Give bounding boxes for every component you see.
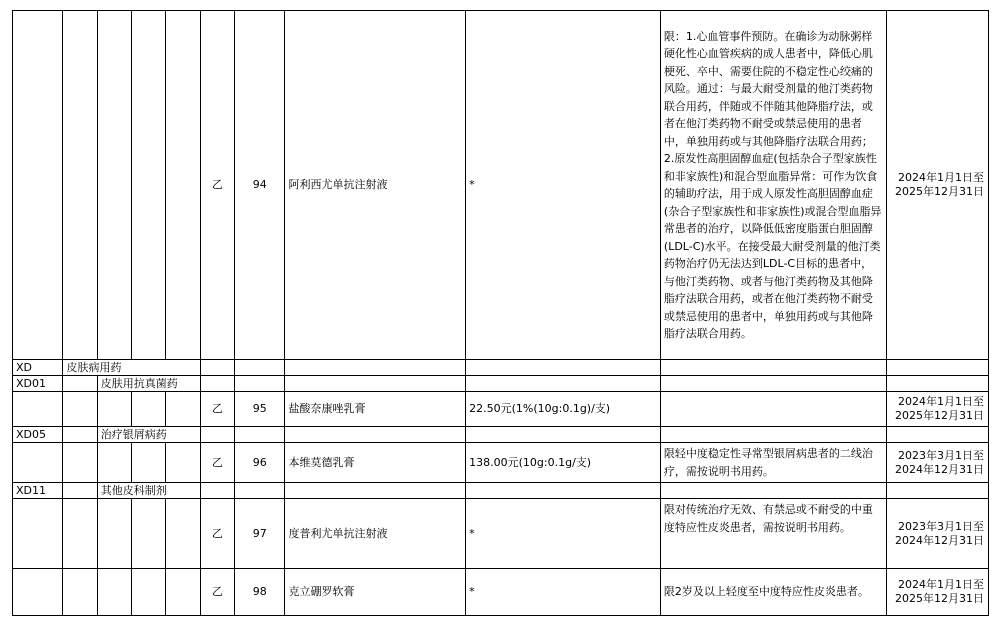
drug-name-cell: 度普利尤单抗注射液 bbox=[285, 499, 466, 569]
validity-cell bbox=[886, 392, 988, 427]
validity-start: 2024年1月1日至 bbox=[898, 395, 984, 408]
empty-cell bbox=[132, 569, 166, 616]
empty-cell bbox=[886, 483, 988, 499]
number-cell: 94 bbox=[235, 11, 285, 360]
price-cell: * bbox=[466, 569, 661, 616]
subcategory-code: XD01 bbox=[13, 376, 63, 392]
validity-end: 2025年12月31日 bbox=[895, 409, 984, 422]
empty-cell bbox=[200, 427, 234, 443]
empty-cell bbox=[235, 360, 285, 376]
empty-cell bbox=[235, 483, 285, 499]
empty-cell bbox=[132, 11, 166, 360]
price-cell: 22.50元(1%(10g:0.1g)/支) bbox=[466, 392, 661, 427]
empty-cell bbox=[97, 11, 131, 360]
empty-cell bbox=[466, 427, 661, 443]
subcategory-label: 治疗银屑病药 bbox=[97, 427, 200, 443]
subcategory-label: 皮肤用抗真菌药 bbox=[97, 376, 200, 392]
empty-cell bbox=[660, 427, 886, 443]
empty-cell bbox=[132, 392, 166, 427]
number-cell: 97 bbox=[235, 499, 285, 569]
restriction-note-cell: 限轻中度稳定性寻常型银屑病患者的二线治疗，需按说明书用药。 bbox=[660, 443, 886, 483]
empty-cell bbox=[97, 499, 131, 569]
validity-end: 2025年12月31日 bbox=[895, 185, 984, 198]
empty-cell bbox=[285, 427, 466, 443]
empty-cell bbox=[132, 443, 166, 483]
empty-cell bbox=[63, 483, 97, 499]
empty-cell bbox=[63, 11, 97, 360]
table-row bbox=[13, 11, 989, 360]
empty-cell bbox=[97, 392, 131, 427]
table-row bbox=[13, 499, 989, 569]
empty-cell bbox=[235, 427, 285, 443]
empty-cell bbox=[166, 443, 200, 483]
validity-cell bbox=[886, 443, 988, 483]
table-row bbox=[13, 392, 989, 427]
subcategory-row bbox=[13, 427, 989, 443]
number-cell: 95 bbox=[235, 392, 285, 427]
price-cell: 138.00元(10g:0.1g/支) bbox=[466, 443, 661, 483]
category-label: 皮肤病用药 bbox=[63, 360, 200, 376]
drug-name-cell: 盐酸奈康唑乳膏 bbox=[285, 392, 466, 427]
subcategory-row bbox=[13, 483, 989, 499]
category-code: XD bbox=[13, 360, 63, 376]
validity-start: 2024年1月1日至 bbox=[898, 171, 984, 184]
empty-cell bbox=[63, 443, 97, 483]
category-cell: 乙 bbox=[200, 443, 234, 483]
subcategory-code: XD11 bbox=[13, 483, 63, 499]
validity-start: 2023年3月1日至 bbox=[898, 519, 984, 533]
validity-start: 2023年3月1日至 bbox=[898, 448, 984, 462]
validity-cell bbox=[886, 569, 988, 616]
validity-end: 2025年12月31日 bbox=[895, 592, 984, 605]
empty-cell bbox=[166, 392, 200, 427]
empty-cell bbox=[13, 392, 63, 427]
empty-cell bbox=[166, 499, 200, 569]
table-row bbox=[13, 443, 989, 483]
validity-start: 2024年1月1日至 bbox=[898, 578, 984, 591]
validity-cell bbox=[886, 11, 988, 360]
empty-cell bbox=[886, 360, 988, 376]
number-cell: 98 bbox=[235, 569, 285, 616]
empty-cell bbox=[285, 376, 466, 392]
empty-cell bbox=[285, 360, 466, 376]
empty-cell bbox=[285, 483, 466, 499]
empty-cell bbox=[200, 360, 234, 376]
category-cell: 乙 bbox=[200, 392, 234, 427]
empty-cell bbox=[63, 376, 97, 392]
empty-cell bbox=[660, 360, 886, 376]
empty-cell bbox=[200, 483, 234, 499]
empty-cell bbox=[886, 427, 988, 443]
empty-cell bbox=[13, 443, 63, 483]
restriction-note-cell: 限2岁及以上轻度至中度特应性皮炎患者。 bbox=[660, 569, 886, 616]
category-cell: 乙 bbox=[200, 569, 234, 616]
price-cell: * bbox=[466, 11, 661, 360]
empty-cell bbox=[97, 443, 131, 483]
number-cell: 96 bbox=[235, 443, 285, 483]
empty-cell bbox=[97, 569, 131, 616]
empty-cell bbox=[235, 376, 285, 392]
empty-cell bbox=[466, 483, 661, 499]
table-row bbox=[13, 569, 989, 616]
empty-cell bbox=[63, 392, 97, 427]
category-row bbox=[13, 360, 989, 376]
drug-name-cell: 阿利西尤单抗注射液 bbox=[285, 11, 466, 360]
empty-cell bbox=[200, 376, 234, 392]
empty-cell bbox=[466, 360, 661, 376]
validity-cell bbox=[886, 499, 988, 569]
restriction-note-cell bbox=[660, 392, 886, 427]
restriction-note-cell: 限对传统治疗无效、有禁忌或不耐受的中重度特应性皮炎患者，需按说明书用药。 bbox=[660, 499, 886, 569]
subcategory-row bbox=[13, 376, 989, 392]
drug-name-cell: 本维莫德乳膏 bbox=[285, 443, 466, 483]
empty-cell bbox=[13, 569, 63, 616]
empty-cell bbox=[63, 427, 97, 443]
empty-cell bbox=[132, 499, 166, 569]
empty-cell bbox=[63, 569, 97, 616]
subcategory-label: 其他皮科制剂 bbox=[97, 483, 200, 499]
empty-cell bbox=[466, 376, 661, 392]
category-cell: 乙 bbox=[200, 11, 234, 360]
price-cell: * bbox=[466, 499, 661, 569]
restriction-note-cell: 限：1.心血管事件预防。在确诊为动脉粥样硬化性心血管疾病的成人患者中，降低心肌梗死、卒中、需要住院的不稳定性心绞痛的风险。通过：与最大耐受剂量的他汀类药物联合用药，伴随或不伴随其他降脂疗法，或者在他汀类药物不耐受或禁忌使用的患者中，单独用药或与其他降脂疗法联合用药；2.原发性高胆固醇血症(包括杂合子型家族性和非家族性)和混合型血脂异常：可作为饮食的辅助疗法，用于成人原发性高胆固醇血症(杂合子型家族性和非家族性)或混合型血脂异常患者的治疗，以降低低密度脂蛋白胆固醇(LDL-C)水平。在接受最大耐受剂量的他汀类药物治疗仍无法达到LDL-C目标的患者中，与他汀类药物、或者与他汀类药物及其他降脂疗法联合用药，或者在他汀类药物不耐受或禁忌使用的患者中，单独用药或与其他降脂疗法联合用药。 bbox=[660, 11, 886, 360]
category-cell: 乙 bbox=[200, 499, 234, 569]
drug-catalog-table bbox=[12, 10, 989, 616]
drug-name-cell: 克立硼罗软膏 bbox=[285, 569, 466, 616]
empty-cell bbox=[63, 499, 97, 569]
empty-cell bbox=[660, 376, 886, 392]
empty-cell bbox=[13, 499, 63, 569]
empty-cell bbox=[166, 11, 200, 360]
empty-cell bbox=[166, 569, 200, 616]
validity-end: 2024年12月31日 bbox=[895, 462, 984, 476]
subcategory-code: XD05 bbox=[13, 427, 63, 443]
empty-cell bbox=[660, 483, 886, 499]
validity-end: 2024年12月31日 bbox=[895, 533, 984, 547]
code-cell bbox=[13, 11, 63, 360]
empty-cell bbox=[886, 376, 988, 392]
